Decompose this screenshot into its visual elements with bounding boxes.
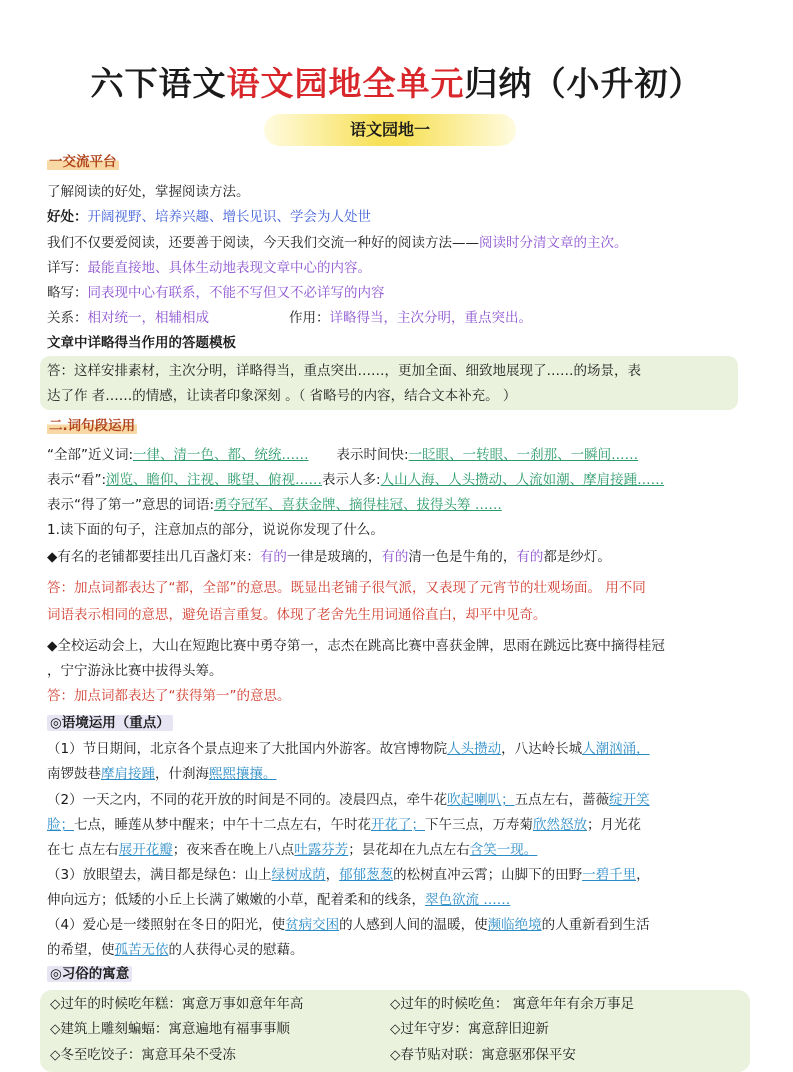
brief-line <box>47 283 385 303</box>
idiom: 欣然怒放 <box>533 817 587 833</box>
idiom: 贫病交困 <box>285 917 340 933</box>
para-4-line-1 <box>47 915 650 935</box>
idiom: 熙熙攘攘。 <box>209 766 277 782</box>
para-text: ；夜来香在晚上八点 <box>172 842 295 858</box>
question-1: 1.读下面的句子，注意加点的部分，说说你发现了什么。 <box>47 522 384 538</box>
idiom: 郁郁葱葱 <box>339 867 394 883</box>
para-text: ；昙花却在九点左右 <box>348 842 470 858</box>
para-3-line-1 <box>47 865 650 885</box>
time-label: 表示时间快: <box>336 447 409 463</box>
para-text: 的人感到人间的温暖，使 <box>339 917 488 933</box>
para-text: 七点，睡莲从梦中醒来；中午十二点左右，午时花 <box>74 817 371 833</box>
brief-label: 略写： <box>47 285 88 301</box>
answer-line-1: 答：这样安排素材，主次分明，详略得当，重点突出……，更加全面、细致地展现了……的场景，表 <box>47 363 641 379</box>
time-words: 一眨眼、一转眼、一刹那、一瞬间…… <box>408 447 639 463</box>
idiom: 翠色欲流 …… <box>425 892 511 908</box>
method-line <box>47 233 628 253</box>
heading-text: 一交流平台 <box>49 154 117 170</box>
idiom: 摩肩接踵 <box>101 766 155 782</box>
use-text: 详略得当，主次分明，重点突出。 <box>329 310 532 326</box>
sentence-1-part: 都是纱灯。 <box>543 549 611 565</box>
word-line-first <box>47 495 502 515</box>
method-text: 我们不仅要爱阅读，还要善于阅读，今天我们交流一种好的阅读方法—— <box>47 235 479 251</box>
para-text: 南锣鼓巷 <box>47 766 101 782</box>
idiom: 脸； <box>47 817 74 833</box>
para-text: 下午三点，万寿菊 <box>425 817 533 833</box>
para-text: 的人重新看到生活 <box>541 917 650 933</box>
template-title: 文章中详略得当作用的答题模板 <box>47 335 236 351</box>
para-text: 的人获得心灵的慰藉。 <box>168 942 304 958</box>
para-text: 的希望，使 <box>47 942 115 958</box>
para-text: （3）放眼望去，满目都是绿色：山上 <box>47 867 272 883</box>
title-part-3: 归纳（小升初） <box>464 64 703 103</box>
sentence-2-line-2: ，宁宁游泳比赛中拔得头筹。 <box>47 663 223 679</box>
context-heading-text: ◎语境运用（重点） <box>47 715 173 731</box>
para-text: ， <box>636 867 650 883</box>
para-1-line-2 <box>47 764 277 784</box>
custom-heading-text: ◎习俗的寓意 <box>47 966 132 982</box>
many-label: 表示人多: <box>322 472 381 488</box>
custom-item: ◇过年守岁：寓意辞旧迎新 <box>390 1021 549 1037</box>
detail-text: 最能直接地、具体生动地表现文章中心的内容。 <box>87 260 371 276</box>
para-text: 在七 点左右 <box>47 842 119 858</box>
word-line-all-time <box>47 445 638 465</box>
idiom: 人潮汹涌， <box>582 741 650 757</box>
custom-item: ◇建筑上雕刻蝙蝠：寓意遍地有福事事顺 <box>50 1021 290 1037</box>
answer-2: 答：加点词都表达了“获得第一”的意思。 <box>47 688 291 704</box>
idiom: 濒临绝境 <box>487 917 542 933</box>
para-text: ；月光花 <box>587 817 641 833</box>
first-label: 表示“得了第一”意思的词语: <box>47 497 215 513</box>
context-heading <box>47 713 173 733</box>
idiom: 孤苦无依 <box>114 942 169 958</box>
idiom: 吐露芬芳 <box>294 842 349 858</box>
relation-label: 关系： <box>47 310 88 326</box>
idiom: 一碧千里 <box>582 867 637 883</box>
para-3-line-2 <box>47 890 510 910</box>
custom-item: ◇过年的时候吃鱼： 寓意年年有余万事足 <box>390 996 635 1012</box>
idiom: 展开花瓣 <box>118 842 173 858</box>
para-text: （4）爱心是一缕照射在冬日的阳光，使 <box>47 917 286 933</box>
benefit-line <box>47 207 371 227</box>
look-words: 浏览、瞻仰、注视、眺望、俯视…… <box>106 472 323 488</box>
para-text: （2）一天之内，不同的花开放的时间是不同的。凌晨四点，牵牛花 <box>47 792 448 808</box>
idiom: 吹起喇叭； <box>447 792 515 808</box>
title-part-1: 六下语文 <box>90 64 227 103</box>
para-text: ，八达岭长城 <box>501 741 583 757</box>
para-2-line-1 <box>47 790 650 810</box>
para-text: ，什刹海 <box>155 766 209 782</box>
answer-1-line-2: 词语表示相同的意思，避免语言重复。体现了老舍先生用词通俗直白，却平中见奇。 <box>47 607 547 623</box>
title-part-2: 语文园地全单元 <box>226 64 465 103</box>
dotted-word: 有的 <box>259 549 287 565</box>
para-text: 的松树直冲云霄；山脚下的田野 <box>393 867 583 883</box>
idiom: 绿树成荫 <box>271 867 326 883</box>
benefit-label: 好处： <box>47 209 88 225</box>
custom-item: ◇春节贴对联：寓意驱邪保平安 <box>390 1047 576 1063</box>
idiom: 含笑一现。 <box>469 842 538 858</box>
custom-item: ◇冬至吃饺子：寓意耳朵不受冻 <box>50 1047 236 1063</box>
first-words: 勇夺冠军、喜获金牌、摘得桂冠、拔得头筹 …… <box>214 497 502 513</box>
all-words: 一律、清一色、都、统统…… <box>133 447 309 463</box>
para-2-line-2 <box>47 815 641 835</box>
page-title <box>0 58 793 105</box>
look-label: 表示“看”: <box>47 472 107 488</box>
custom-item: ◇过年的时候吃年糕：寓意万事如意年年高 <box>50 996 304 1012</box>
word-line-look-many <box>47 470 664 490</box>
dotted-word: 有的 <box>381 549 409 565</box>
use-label: 作用： <box>289 310 330 326</box>
para-text: 五点左右，蔷薇 <box>514 792 610 808</box>
para-2-line-3 <box>47 840 537 860</box>
intro-line: 了解阅读的好处，掌握阅读方法。 <box>47 184 250 200</box>
sentence-1-part: ◆有名的老铺都要挂出几百盏灯来： <box>47 549 260 565</box>
dotted-word: 有的 <box>516 549 544 565</box>
heading-text: 二.词句段运用 <box>49 418 136 434</box>
idiom: 绽开笑 <box>609 792 650 808</box>
idiom: 人头攒动 <box>447 741 502 757</box>
custom-heading <box>47 964 132 984</box>
detail-label: 详写： <box>47 260 88 276</box>
para-text: 伸向远方；低矮的小丘上长满了嫩嫩的小草，配着柔和的线条， <box>47 892 425 908</box>
brief-text: 同表现中心有联系，不能不写但又不必详写的内容 <box>87 285 385 301</box>
para-text: （1）节日期间，北京各个景点迎来了大批国内外游客。故宫博物院 <box>47 741 448 757</box>
idiom: 开花了； <box>371 817 425 833</box>
all-label: “全部”近义词: <box>47 447 134 463</box>
detail-line <box>47 258 371 278</box>
section-pill: 语文园地一 <box>264 114 516 146</box>
benefit-text: 开阔视野、培养兴趣、增长见识、学会为人处世 <box>87 209 371 225</box>
sentence-1-part: 清一色是牛角的， <box>408 549 517 565</box>
section-heading-1 <box>47 152 119 172</box>
para-4-line-2 <box>47 940 304 960</box>
section-heading-2 <box>47 416 137 436</box>
many-words: 人山人海、人头攒动、人流如潮、摩肩接踵…… <box>380 472 665 488</box>
sentence-1 <box>47 547 611 567</box>
para-text: ， <box>325 867 340 883</box>
sentence-1-part: 一律是玻璃的， <box>286 549 382 565</box>
sentence-2-line-1: ◆全校运动会上，大山在短跑比赛中勇夺第一，志杰在跳高比赛中喜获金牌，思雨在跳远比赛中摘得桂冠 <box>47 638 665 654</box>
answer-1-line-1: 答：加点词都表达了“都，全部”的意思。既显出老铺子很气派，又表现了元宵节的壮观场面。 用不同 <box>47 580 646 596</box>
relation-line <box>47 308 532 328</box>
answer-line-2: 达了作 者……的情感，让读者印象深刻 。（ 省略号的内容，结合文本补充。 ） <box>47 388 517 404</box>
relation-text: 相对统一，相辅相成 <box>87 310 209 326</box>
para-1-line-1 <box>47 739 650 759</box>
method-highlight: 阅读时分清文章的主次。 <box>479 235 628 251</box>
